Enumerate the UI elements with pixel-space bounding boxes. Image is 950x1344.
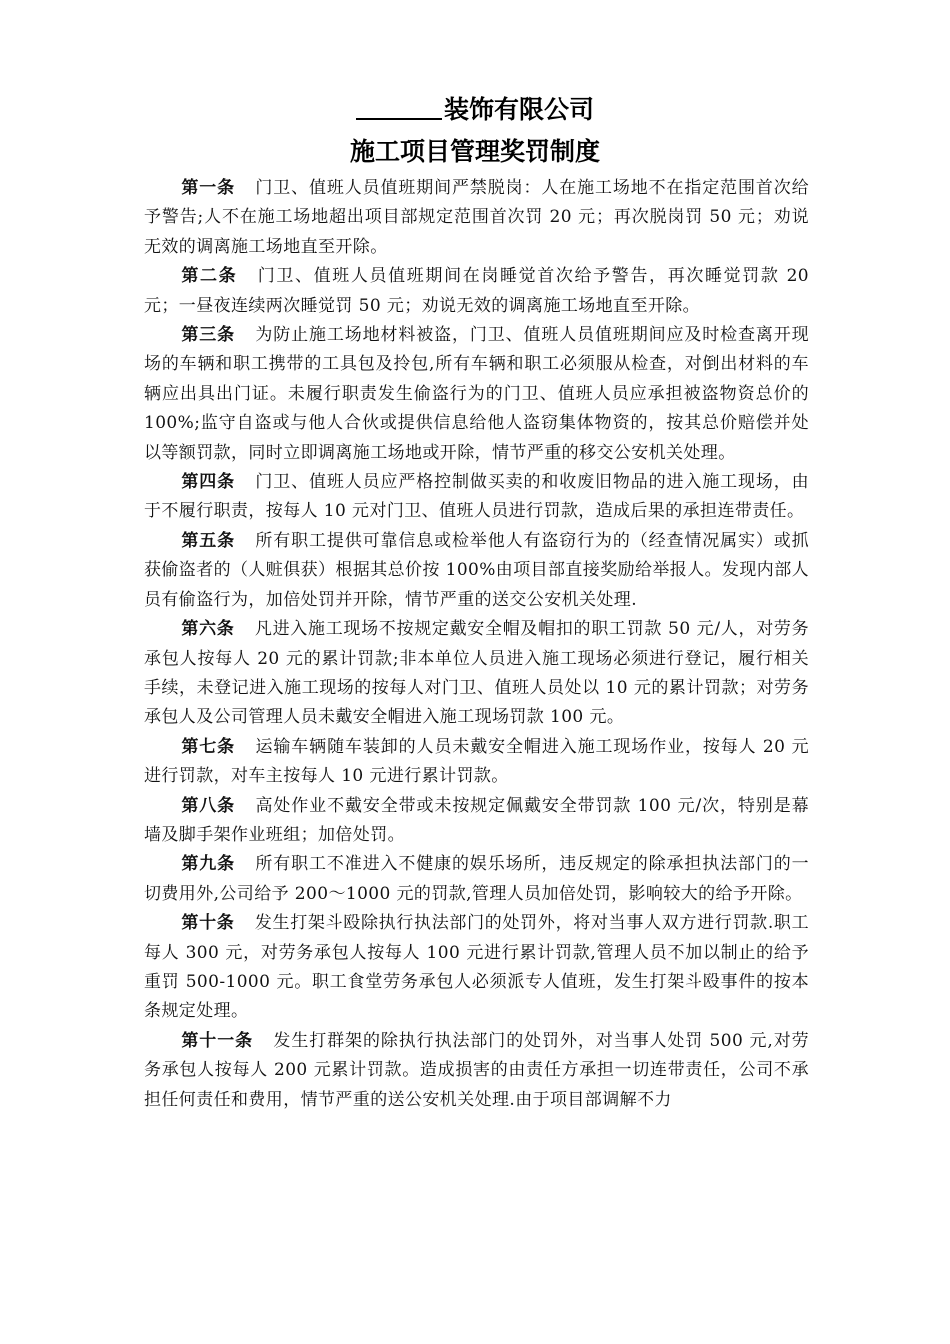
article-text: 所有职工不准进入不健康的娱乐场所，违反规定的除承担执法部门的一切费用外,公司给予 200～1000 元的罚款,管理人员加倍处罚，影响较大的给予开除。: [144, 854, 809, 904]
article-7: [144, 733, 809, 792]
article-text: 运输车辆随车装卸的人员未戴安全帽进入施工现场作业，按每人 20 元进行罚款，对车主按每人 10 元进行累计罚款。: [144, 736, 810, 787]
article-text: 高处作业不戴安全带或未按规定佩戴安全带罚款 100 元/次，特别是幕墙及脚手架作业班组；加倍处罚。: [144, 795, 809, 845]
article-5: [144, 527, 809, 615]
article-text: 所有职工提供可靠信息或检举他人有盗窃行为的（经查情况属实）或抓获偷盗者的（人赃俱获）根据其总价按 100%由项目部直接奖励给举报人。发现内部人员有偷盗行为，加倍处罚并开除，情节严重的送交公安机关处理.: [144, 530, 810, 610]
article-text: 门卫、值班人员应严格控制做买卖的和收废旧物品的进入施工现场，由于不履行职责，按每人 10 元对门卫、值班人员进行罚款，造成后果的承担连带责任。: [144, 472, 809, 522]
article-label: 第七条: [181, 736, 236, 757]
article-text: 发生打群架的除执行执法部门的处罚外，对当事人处罚 500 元,对劳务承包人按每人 200 元累计罚款。造成损害的由责任方承担一切连带责任，公司不承担任何责任和费用，情节严重的送公安机关处理.由于项目部调解不力: [144, 1030, 809, 1110]
article-label: 第一条: [181, 178, 236, 198]
company-name-blank: [356, 96, 442, 120]
article-2: [144, 262, 809, 321]
article-label: 第九条: [181, 854, 236, 875]
document-body: [144, 174, 809, 1115]
article-label: 第三条: [181, 325, 236, 346]
article-label: 第八条: [181, 795, 236, 816]
document-title: 施工项目管理奖罚制度: [349, 137, 600, 166]
article-label: 第五条: [181, 530, 236, 551]
article-label: 第二条: [181, 266, 238, 287]
company-suffix: 装饰有限公司: [443, 95, 594, 124]
article-label: 第六条: [181, 619, 235, 640]
article-8: [144, 792, 809, 851]
article-label: 第四条: [181, 472, 236, 493]
article-text: 凡进入施工现场不按规定戴安全帽及帽扣的职工罚款 50 元/人，对劳务承包人按每人 20 元的累计罚款;非本单位人员进入施工现场必须进行登记，履行相关手续，未登记进入施工现场的按每人对门卫、值班人员处以 10 元的累计罚款；对劳务承包人及公司管理人员未戴安全帽进入施工现场罚款 100 元。: [144, 619, 810, 728]
company-heading: [0, 92, 950, 128]
article-text: 门卫、值班人员值班期间在岗睡觉首次给予警告，再次睡觉罚款 20 元；一昼夜连续两次睡觉罚 50 元；劝说无效的调离施工场地直至开除。: [144, 266, 810, 316]
article-11: [144, 1027, 809, 1115]
article-6: [144, 615, 809, 733]
article-1: [144, 174, 809, 262]
article-4: [144, 468, 809, 527]
article-9: [144, 850, 809, 909]
article-10: [144, 909, 809, 1027]
article-label: 第十条: [181, 913, 235, 934]
article-text: 门卫、值班人员值班期间严禁脱岗：人在施工场地不在指定范围首次给予警告;人不在施工场地超出项目部规定范围首次罚 20 元；再次脱岗罚 50 元；劝说无效的调离施工场地直至开除。: [144, 178, 809, 257]
article-label: 第十一条: [181, 1030, 254, 1051]
article-3: [144, 321, 809, 468]
article-text: 发生打架斗殴除执行执法部门的处罚外，将对当事人双方进行罚款.职工每人 300 元，对劳务承包人按每人 100 元进行累计罚款,管理人员不加以制止的给予重罚 500-1000 元。职工食堂劳务承包人必须派专人值班，发生打架斗殴事件的按本条规定处理。: [144, 913, 810, 1022]
article-text: 为防止施工场地材料被盗，门卫、值班人员值班期间应及时检查离开现场的车辆和职工携带的工具包及拎包,所有车辆和职工必须服从检查，对倒出材料的车辆应出具出门证。未履行职责发生偷盗行为的门卫、值班人员应承担被盗物资总价的 100%;监守自盗或与他人合伙或提供信息给他人盗窃集体物资的，按其总价赔偿并处以等额罚款，同时立即调离施工场地或开除，情节严重的移交公安机关处理。: [144, 325, 809, 463]
